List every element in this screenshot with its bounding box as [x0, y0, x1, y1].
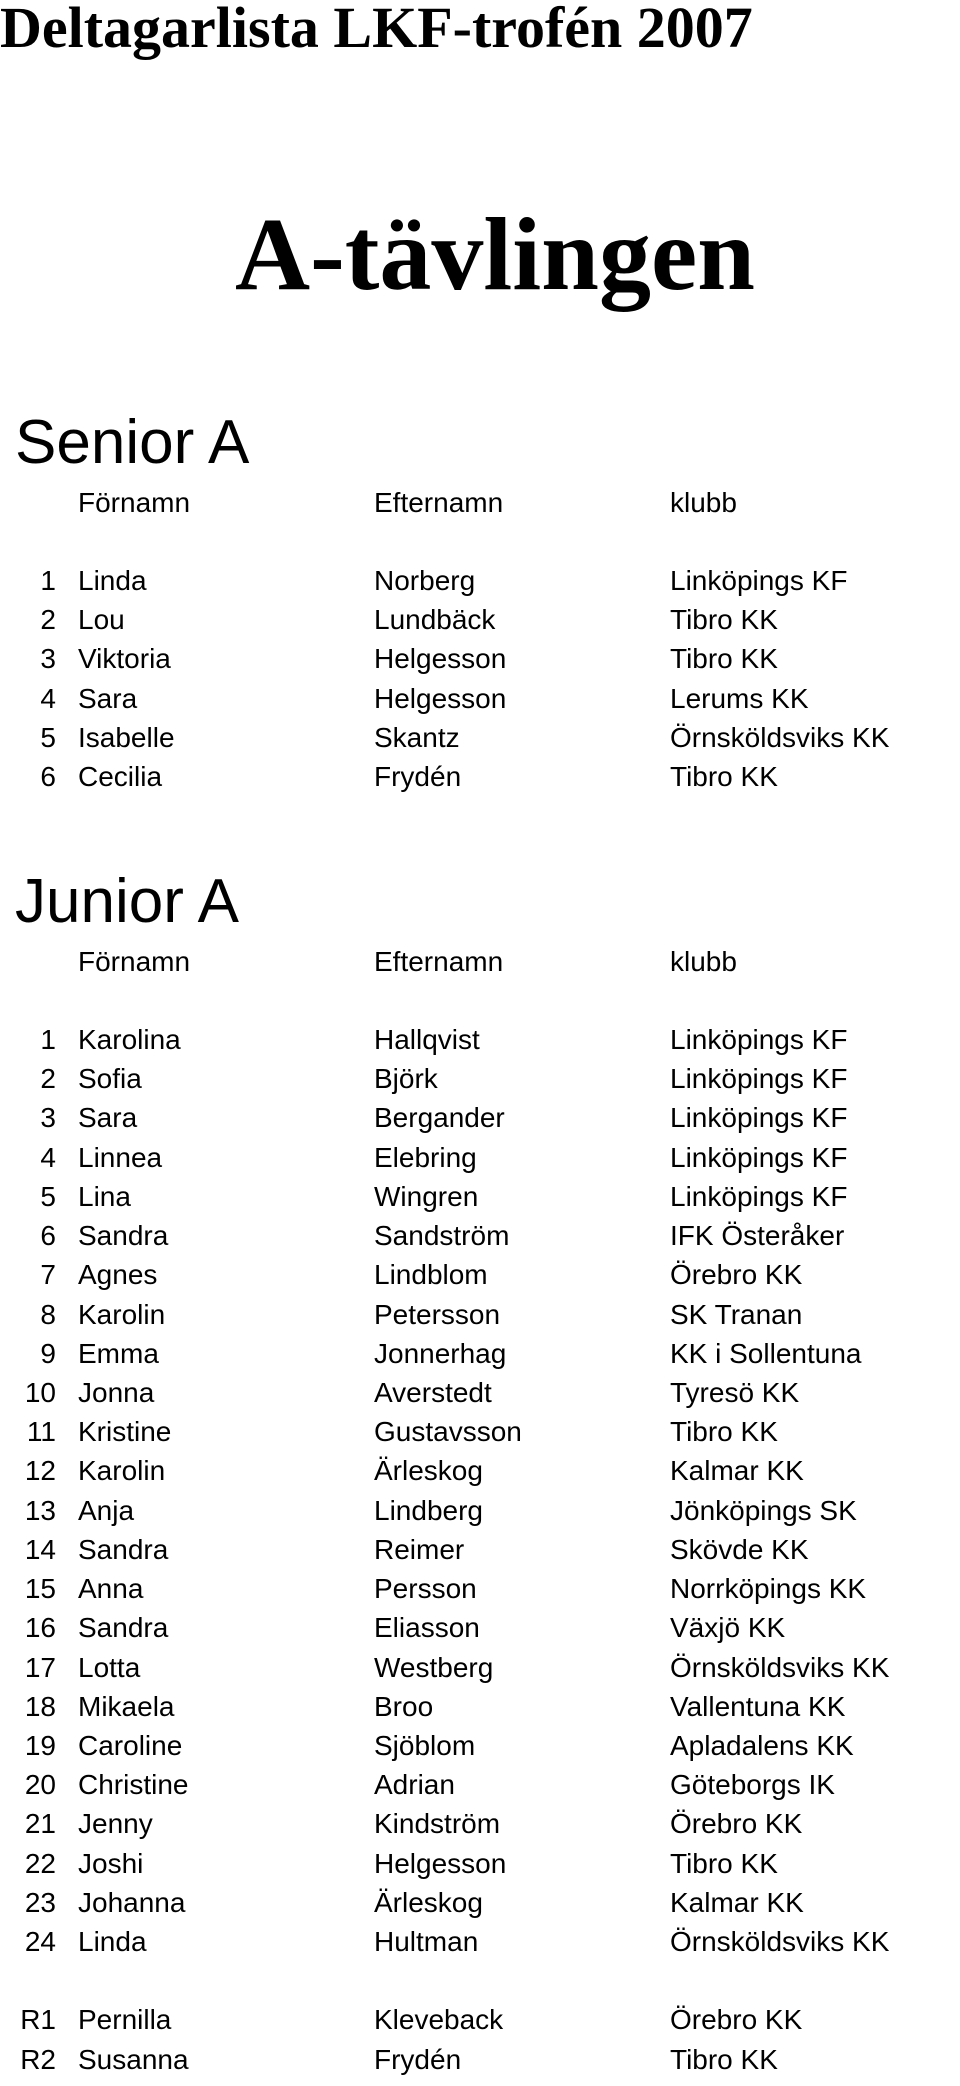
participant-number: 1	[40, 1024, 56, 1055]
participant-number: 3	[40, 643, 56, 675]
participant-club: Kalmar KK	[670, 1455, 804, 1487]
participant-club: Apladalens KK	[670, 1729, 854, 1761]
participant-row	[0, 718, 960, 757]
participant-last-name: Sandström	[374, 1220, 510, 1252]
participant-number: 3	[40, 1102, 56, 1134]
page-title: Deltagarlista LKF-trofén 2007	[0, 0, 753, 60]
participant-number: 24	[24, 1926, 56, 1958]
participant-number: R1	[20, 2004, 56, 2035]
participant-first-name: Viktoria	[78, 643, 171, 675]
participant-first-name: Anja	[78, 1494, 135, 1526]
participant-row	[0, 1530, 960, 1569]
participant-last-name: Helgesson	[374, 682, 507, 714]
participant-first-name: Sara	[78, 682, 138, 714]
participant-last-name: Sjöblom	[374, 1729, 476, 1761]
participant-first-name: Jenny	[78, 1808, 153, 1840]
participant-first-name: Karolina	[78, 1024, 181, 1055]
participant-first-name: Sandra	[78, 1533, 169, 1565]
participant-row	[0, 1098, 960, 1137]
participant-first-name: Susanna	[78, 2043, 189, 2075]
participant-number: 2	[40, 604, 56, 636]
participant-club: Örebro KK	[670, 1259, 803, 1291]
participant-first-name: Linda	[78, 565, 147, 596]
participant-last-name: Persson	[374, 1573, 477, 1605]
participant-last-name: Gustavsson	[374, 1416, 522, 1448]
participant-row	[0, 1451, 960, 1490]
participant-club: Göteborgs IK	[670, 1769, 835, 1801]
column-header-last-name: Efternamn	[374, 487, 504, 518]
participant-last-name: Frydén	[374, 2043, 462, 2075]
column-header-row	[0, 483, 960, 522]
participant-club: Linköpings KF	[670, 1063, 848, 1095]
participant-last-name: Frydén	[374, 761, 462, 792]
participant-number: 8	[40, 1298, 56, 1330]
participant-first-name: Jonna	[78, 1376, 155, 1408]
participant-number: 16	[24, 1612, 56, 1644]
participant-club: Tibro KK	[670, 761, 778, 792]
competition-title: A-tävlingen	[235, 197, 755, 312]
participant-row	[0, 1020, 960, 1059]
participant-first-name: Caroline	[78, 1729, 183, 1761]
participant-club: Vallentuna KK	[670, 1690, 846, 1722]
participant-number: 19	[24, 1729, 56, 1761]
participant-club: KK i Sollentuna	[670, 1337, 862, 1369]
participant-first-name: Lou	[78, 604, 125, 636]
participant-number: 15	[24, 1573, 56, 1605]
participant-number: 1	[40, 565, 56, 596]
participant-row	[0, 1295, 960, 1334]
participant-first-name: Sandra	[78, 1612, 169, 1644]
participant-last-name: Kleveback	[374, 2004, 504, 2035]
participant-first-name: Sandra	[78, 1220, 169, 1252]
participant-club: Norrköpings KK	[670, 1573, 867, 1605]
participant-number: 4	[40, 682, 56, 714]
section-heading-junior-a: Junior A	[15, 867, 240, 936]
participant-last-name: Helgesson	[374, 1847, 507, 1879]
participant-number: 9	[40, 1337, 56, 1369]
participant-club: Linköpings KF	[670, 1180, 848, 1212]
participant-first-name: Emma	[78, 1337, 159, 1369]
participant-first-name: Mikaela	[78, 1690, 175, 1722]
participant-first-name: Linnea	[78, 1141, 163, 1173]
participant-last-name: Averstedt	[374, 1376, 492, 1408]
participant-last-name: Hultman	[374, 1926, 479, 1958]
participant-first-name: Isabelle	[78, 721, 175, 753]
participant-club: Örebro KK	[670, 1808, 803, 1840]
participant-row	[0, 639, 960, 678]
participant-row	[0, 679, 960, 718]
participant-first-name: Cecilia	[78, 761, 163, 792]
participant-row	[0, 757, 960, 796]
participant-row	[0, 1844, 960, 1883]
participant-first-name: Pernilla	[78, 2004, 172, 2035]
participant-first-name: Kristine	[78, 1416, 172, 1448]
column-header-row	[0, 942, 960, 981]
section-heading-senior-a: Senior A	[15, 408, 250, 477]
participant-row	[0, 1726, 960, 1765]
participant-last-name: Kindström	[374, 1808, 501, 1840]
column-header-club: klubb	[670, 946, 737, 977]
participant-row	[0, 1765, 960, 1804]
participant-last-name: Adrian	[374, 1769, 455, 1801]
participant-last-name: Reimer	[374, 1533, 465, 1565]
participant-last-name: Westberg	[374, 1651, 494, 1683]
participant-last-name: Skantz	[374, 721, 460, 753]
column-header-club: klubb	[670, 487, 737, 518]
column-header-first-name: Förnamn	[78, 946, 191, 977]
participant-number: 4	[40, 1141, 56, 1173]
participant-last-name: Ärleskog	[374, 1886, 483, 1918]
participant-first-name: Agnes	[78, 1259, 158, 1291]
participant-row	[0, 1255, 960, 1294]
participant-last-name: Wingren	[374, 1180, 479, 1212]
participant-club: Linköpings KF	[670, 1102, 848, 1134]
participant-last-name: Lindblom	[374, 1259, 488, 1291]
participant-number: 6	[40, 761, 56, 792]
participant-club: Tibro KK	[670, 1416, 778, 1448]
participant-number: 23	[24, 1886, 56, 1918]
participant-row	[0, 1373, 960, 1412]
participant-row	[0, 1177, 960, 1216]
participant-row	[0, 600, 960, 639]
participant-last-name: Lindberg	[374, 1494, 483, 1526]
participant-row	[0, 1804, 960, 1843]
participant-row	[0, 1491, 960, 1530]
participant-last-name: Lundbäck	[374, 604, 496, 636]
participant-first-name: Joshi	[78, 1847, 144, 1879]
participant-club: Tibro KK	[670, 2043, 778, 2075]
participant-number: 21	[24, 1808, 56, 1840]
participant-club: Tibro KK	[670, 643, 778, 675]
participant-last-name: Norberg	[374, 565, 476, 596]
column-header-first-name: Förnamn	[78, 487, 191, 518]
participant-first-name: Linda	[78, 1926, 147, 1958]
participant-club: IFK Österåker	[670, 1220, 845, 1252]
participant-number: 18	[24, 1690, 56, 1722]
participant-club: Örnsköldsviks KK	[670, 721, 890, 753]
participant-club: Linköpings KF	[670, 1141, 848, 1173]
participant-club: Örnsköldsviks KK	[670, 1926, 890, 1958]
participant-number: 17	[24, 1651, 56, 1683]
participant-number: 5	[40, 1180, 56, 1212]
participant-last-name: Jonnerhag	[374, 1337, 507, 1369]
participant-number: 14	[24, 1533, 56, 1565]
participant-first-name: Anna	[78, 1573, 144, 1605]
participant-number: 7	[40, 1259, 56, 1291]
reserve-row	[0, 2000, 960, 2039]
participant-last-name: Eliasson	[374, 1612, 480, 1644]
participant-last-name: Elebring	[374, 1141, 477, 1173]
participant-number: 5	[40, 721, 56, 753]
participant-last-name: Petersson	[374, 1298, 501, 1330]
participant-club: Tibro KK	[670, 1847, 778, 1879]
participant-club: Jönköpings SK	[670, 1494, 857, 1526]
participant-number: 2	[40, 1063, 56, 1095]
participant-club: Linköpings KF	[670, 1024, 848, 1055]
participant-number: R2	[20, 2043, 56, 2075]
participant-number: 13	[24, 1494, 56, 1526]
participant-row	[0, 1922, 960, 1961]
participant-first-name: Sara	[78, 1102, 138, 1134]
participant-first-name: Lina	[78, 1180, 131, 1212]
participant-row	[0, 1334, 960, 1373]
participant-last-name: Broo	[374, 1690, 434, 1722]
participant-row	[0, 1216, 960, 1255]
participant-last-name: Bergander	[374, 1102, 505, 1134]
participant-club: Växjö KK	[670, 1612, 786, 1644]
participant-club: Örnsköldsviks KK	[670, 1651, 890, 1683]
participant-row	[0, 1648, 960, 1687]
participant-number: 6	[40, 1220, 56, 1252]
column-header-last-name: Efternamn	[374, 946, 504, 977]
participant-row	[0, 1412, 960, 1451]
participant-row	[0, 1138, 960, 1177]
participant-first-name: Johanna	[78, 1886, 186, 1918]
participant-row	[0, 1883, 960, 1922]
participant-row	[0, 1059, 960, 1098]
participant-club: Lerums KK	[670, 682, 809, 714]
participant-row	[0, 1569, 960, 1608]
participant-club: SK Tranan	[670, 1298, 803, 1330]
participant-first-name: Karolin	[78, 1298, 166, 1330]
participant-club: Tyresö KK	[670, 1376, 800, 1408]
participant-number: 11	[26, 1416, 56, 1448]
participant-first-name: Sofia	[78, 1063, 142, 1095]
participant-row	[0, 1687, 960, 1726]
participant-last-name: Ärleskog	[374, 1455, 483, 1487]
participant-number: 12	[24, 1455, 56, 1487]
participant-row	[0, 1608, 960, 1647]
participant-number: 20	[24, 1769, 56, 1801]
participant-club: Linköpings KF	[670, 565, 848, 596]
participant-last-name: Björk	[374, 1063, 438, 1095]
participant-first-name: Christine	[78, 1769, 189, 1801]
participant-club: Kalmar KK	[670, 1886, 804, 1918]
participant-last-name: Hallqvist	[374, 1024, 480, 1055]
participant-club: Skövde KK	[670, 1533, 809, 1565]
participant-first-name: Lotta	[78, 1651, 141, 1683]
participant-last-name: Helgesson	[374, 643, 507, 675]
participant-number: 10	[24, 1376, 56, 1408]
participant-club: Tibro KK	[670, 604, 778, 636]
participant-first-name: Karolin	[78, 1455, 166, 1487]
participant-row	[0, 561, 960, 600]
participant-number: 22	[24, 1847, 56, 1879]
participant-club: Örebro KK	[670, 2004, 803, 2035]
reserve-row	[0, 2040, 960, 2079]
